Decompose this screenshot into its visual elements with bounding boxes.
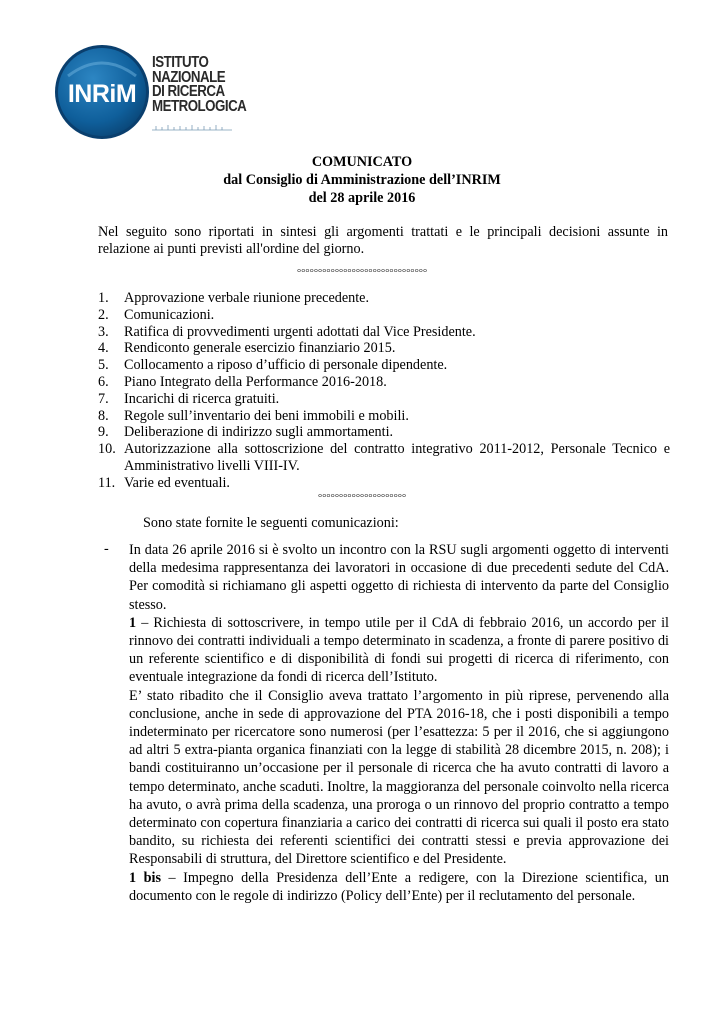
agenda-text: Regole sull’inventario dei beni immobili e mobili. [124,407,409,424]
communications-lead: Sono state fornite le seguenti comunicazioni: [143,515,399,531]
item-text: – Impegno della Presidenza dell’Ente a redigere, con la Direzione scientifica, un documento con le regole di indirizzo (Policy dell’Ente) per il reclutamento del personale. [129,869,669,904]
agenda-text: Ratifica di provvedimenti urgenti adottati dal Vice Presidente. [124,323,476,340]
agenda-number: 1. [98,290,109,306]
agenda-item [98,290,670,307]
agenda-item [98,424,670,441]
agenda-item [98,391,670,408]
agenda-text: Deliberazione di indirizzo sugli ammortamenti. [124,424,394,441]
agenda-list [98,290,670,492]
paragraph [129,869,669,905]
agenda-text: Incarichi di ricerca gratuiti. [124,390,280,407]
agenda-item [98,324,670,341]
separator: °°°°°°°°°°°°°°°°°°°°°°°°°°°°°°° [296,267,428,279]
agenda-number: 6. [98,373,109,390]
agenda-number: 4. [98,340,109,357]
item-label: 1 [129,614,137,631]
paragraph: In data 26 aprile 2016 si è svolto un incontro con la RSU sugli argomenti oggetto di interventi della medesima rappresentanza dei lavoratori in occasione di due precedenti sedute del CdA. Per comodità si richiamano gli aspetti oggetto di richiesta di intervento da parte del Consiglio stesso. [129,542,669,613]
agenda-text: Comunicazioni. [124,306,215,323]
document-date: del 28 aprile 2016 [308,190,416,206]
separator: °°°°°°°°°°°°°°°°°°°°° [317,492,407,504]
agenda-text: Varie ed eventuali. [124,474,230,491]
agenda-number: 5. [98,357,109,374]
agenda-item [98,357,670,374]
agenda-text: Autorizzazione alla sottoscrizione del contratto integrativo 2011-2012, Personale Tecnico e Amministrativo livelli VIII-IV. [124,441,670,474]
logo-line: NAZIONALE [152,68,226,86]
logo-line: DI RICERCA [152,83,225,100]
agenda-item [98,374,670,391]
logo-line: ISTITUTO [152,54,209,71]
agenda-text: Piano Integrato della Performance 2016-2018. [124,373,387,390]
svg-text:INRiM: INRiM [67,80,137,108]
communications-body [129,541,669,905]
logo-institute-name [152,56,246,114]
intro-paragraph: Nel seguito sono riportati in sintesi gli argomenti trattati e le principali decisioni assunte in relazione ai punti previsti all'ordine del giorno. [98,224,668,258]
document-title: COMUNICATO [311,154,413,170]
agenda-item [98,340,670,357]
agenda-number: 7. [98,390,109,407]
paragraph [129,614,669,687]
agenda-text: Approvazione verbale riunione precedente. [124,290,370,306]
document-subtitle: dal Consiglio di Amministrazione dell’INRIM [223,172,501,188]
agenda-item [98,441,670,475]
item-label: 1 bis [129,869,161,886]
agenda-text: Rendiconto generale esercizio finanziario 2015. [124,340,396,357]
item-text: – Richiesta di sottoscrivere, in tempo utile per il CdA di febbraio 2016, un accordo per il rinnovo dei contratti individuali a tempo determinato in scadenza, a fronte di parere positivo di un referente scientifico e di disponibilità di fondi sui progetti di ricerca di riferimento, con eventuale integrazione da fondi di ricerca dell’Istituto. [129,614,669,686]
agenda-item [98,307,670,324]
agenda-number: 11. [98,474,116,491]
paragraph: E’ stato ribadito che il Consiglio aveva trattato l’argomento in più riprese, pervenendo alla conclusione, anche in sede di approvazione del PTA 2016-18, che i posti disponibili a tempo indeterminato per ricercatore sono numerosi (per l’esattezza: 5 per il 2016, che si aggiungono ad altri 5 extra-pianta organica finanziati con la legge di stabilità 28 dicembre 2015, n. 208); i bandi costituiranno un’occasione per il personale di ricerca che ha avuto contratti di lavoro a tempo determinato, anche scaduti. Inoltre, la maggioranza del personale coinvolto nella ricerca ha avuto, o avrà prima della scadenza, una proroga o un rinnovo del proprio contratto a tempo determinato con copertura finanziaria a carico dei contratti di ricerca sui quali il posto era stato bandito, su richiesta dei referenti scientifici dei contratti stessi e previa approvazione dei Responsabili di struttura, del Direttore scientifico e del Presidente. [129,687,669,868]
agenda-text: Collocamento a riposo d’ufficio di personale dipendente. [124,357,448,374]
agenda-number: 3. [98,323,109,340]
logo-line: METROLOGICA [152,97,247,115]
agenda-number: 8. [98,407,109,424]
agenda-number: 2. [98,306,109,323]
document-header [0,153,724,207]
agenda-number: 10. [98,441,116,458]
list-bullet: - [104,541,109,557]
agenda-number: 9. [98,424,109,441]
agenda-item [98,408,670,425]
